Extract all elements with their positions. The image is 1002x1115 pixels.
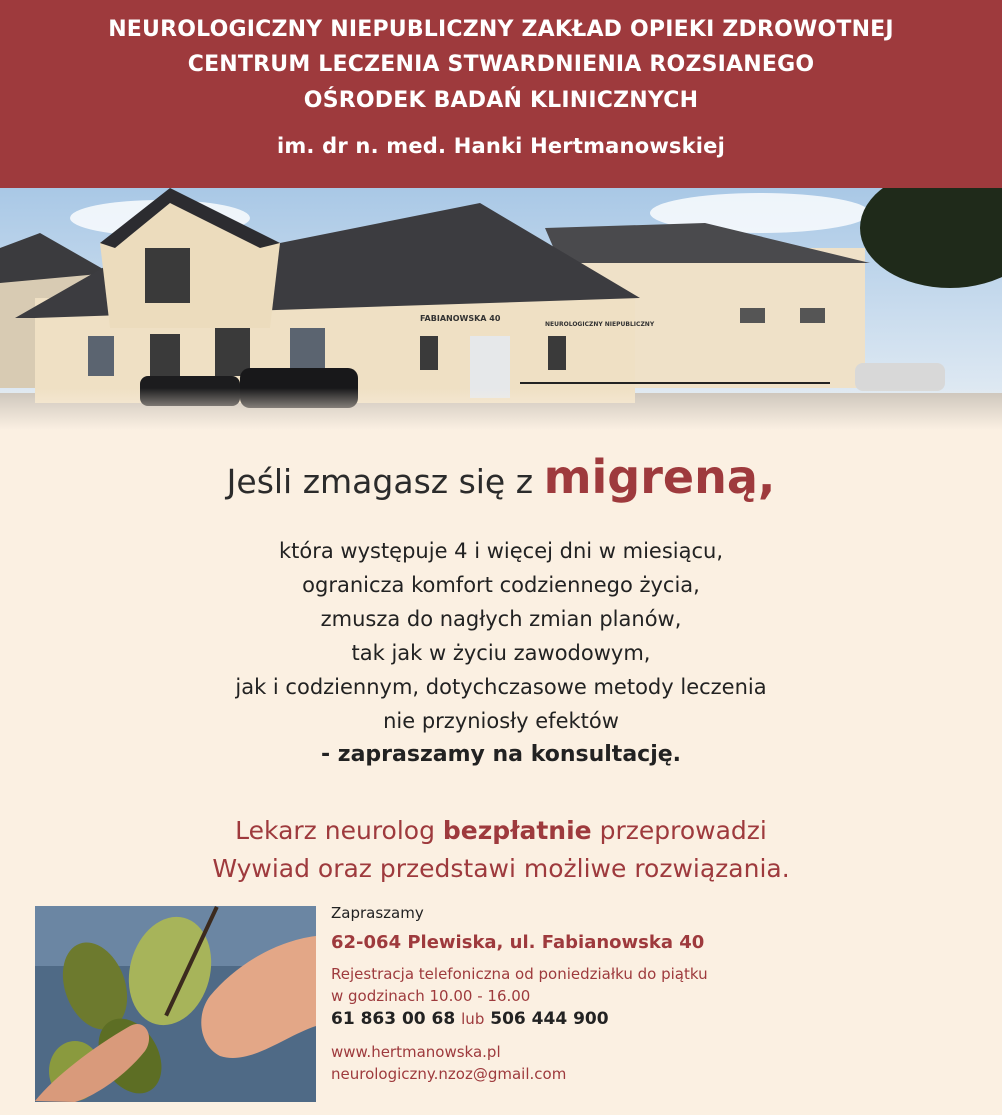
body-line: nie przyniosły efektów xyxy=(383,709,619,733)
clinic-name-line3: OŚRODEK BADAŃ KLINICZNYCH xyxy=(303,88,699,113)
offer-line1 xyxy=(0,812,1002,850)
registration-days: Rejestracja telefoniczna od poniedziałku do piątku xyxy=(331,965,708,983)
contact-block xyxy=(331,904,971,1085)
offer-line1-post: przeprowadzi xyxy=(599,816,767,845)
offer-free-emphasis: bezpłatnie xyxy=(442,816,592,845)
registration-info xyxy=(331,963,971,1007)
hands-leaves-photo xyxy=(35,906,316,1102)
registration-hours: w godzinach 10.00 - 16.00 xyxy=(331,987,531,1005)
clinic-name-line2: CENTRUM LECZENIA STWARDNIENIA ROZSIANEGO xyxy=(187,52,815,77)
body-line: która występuje 4 i więcej dni w miesiącu, xyxy=(278,539,724,563)
header-banner xyxy=(0,0,1002,188)
contact-invite: Zapraszamy xyxy=(331,904,424,922)
phone-mobile[interactable]: 506 444 900 xyxy=(490,1009,609,1029)
call-to-action: - zapraszamy na konsultację. xyxy=(320,742,682,767)
clinic-address: 62-064 Plewiska, ul. Fabianowska 40 xyxy=(331,932,705,953)
body-line: ogranicza komfort codziennego życia, xyxy=(302,573,700,597)
email-link[interactable]: neurologiczny.nzoz@gmail.com xyxy=(331,1065,567,1083)
clinic-patron: im. dr n. med. Hanki Hertmanowskiej xyxy=(276,134,726,158)
headline-text: Jeśli zmagasz się z xyxy=(226,462,534,501)
building-clinic-sign: NEUROLOGICZNY NIEPUBLICZNY xyxy=(545,321,655,328)
phone-numbers xyxy=(331,1009,971,1029)
clinic-name-line1: NEUROLOGICZNY NIEPUBLICZNY ZAKŁAD OPIEKI ZDROWOTNEJ xyxy=(108,17,894,42)
online-contacts xyxy=(331,1041,971,1085)
headline xyxy=(0,450,1002,504)
offer-line1-pre: Lekarz neurolog xyxy=(235,816,435,845)
body-line: tak jak w życiu zawodowym, xyxy=(351,641,651,665)
phone-separator: lub xyxy=(461,1010,485,1028)
body-line: jak i codziennym, dotychczasowe metody leczenia xyxy=(235,675,767,699)
building-photo xyxy=(0,188,1002,430)
building-street-sign: FABIANOWSKA 40 xyxy=(420,314,501,323)
headline-accent: migreną, xyxy=(543,450,776,504)
body-line: zmusza do nagłych zmian planów, xyxy=(320,607,682,631)
website-link[interactable]: www.hertmanowska.pl xyxy=(331,1043,501,1061)
offer-text xyxy=(0,812,1002,888)
offer-line2: Wywiad oraz przedstawi możliwe rozwiązania. xyxy=(212,854,790,883)
phone-landline[interactable]: 61 863 00 68 xyxy=(331,1009,456,1029)
symptoms-paragraph xyxy=(0,534,1002,772)
